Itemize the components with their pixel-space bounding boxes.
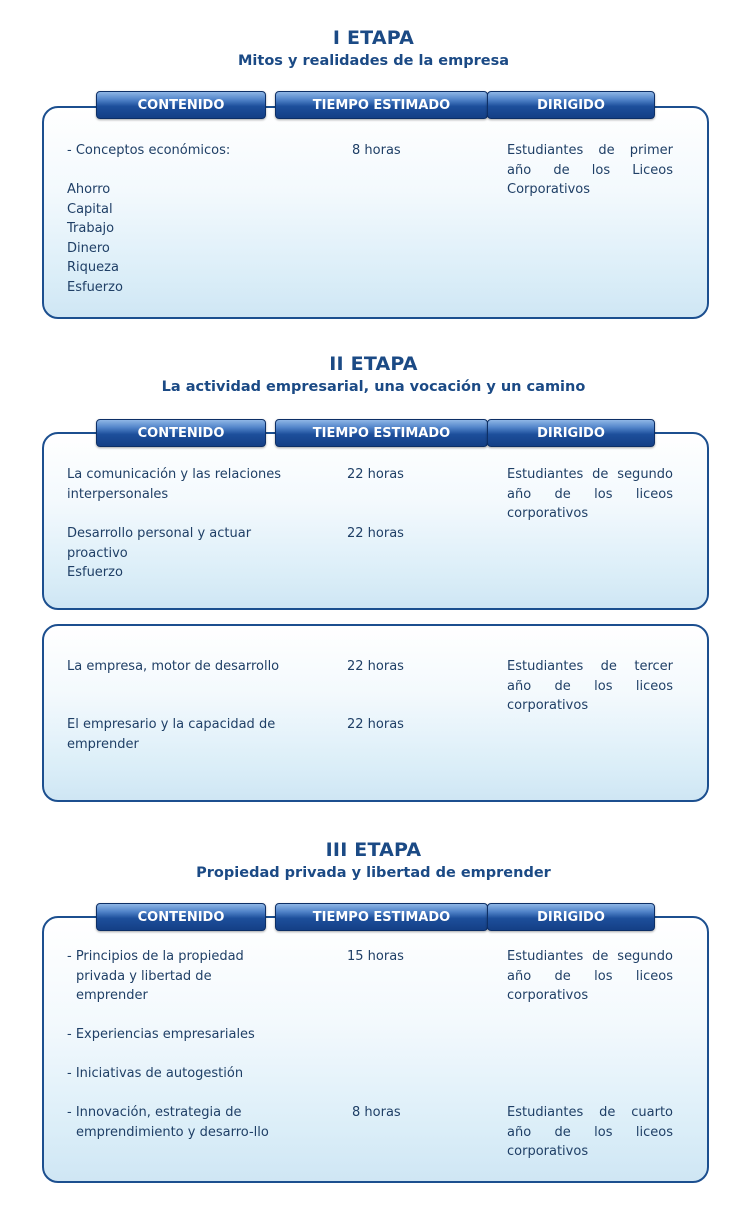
stage-2a-row2-content	[67, 524, 287, 583]
header-contenido: CONTENIDO	[96, 91, 266, 119]
stage-3-subtitle: Propiedad privada y libertad de emprender	[196, 865, 551, 881]
list-item: Trabajo	[67, 221, 115, 236]
stage-2-title: II ETAPA	[329, 353, 418, 375]
stage-2a-row1-time: 22 horas	[347, 467, 404, 482]
stage-3-panel	[42, 916, 709, 1183]
stage-2b-audience: Estudiantes de tercer año de los liceos corporativos	[507, 659, 673, 713]
header-tiempo-estimado: TIEMPO ESTIMADO	[275, 91, 488, 119]
stage-1-panel	[42, 106, 709, 319]
content-line: Esfuerzo	[67, 565, 123, 580]
list-item: Capital	[67, 201, 113, 217]
stage-2-panel-a	[42, 432, 709, 610]
list-item: Dinero	[67, 240, 110, 256]
stage-1-content-intro: - Conceptos económicos:	[67, 143, 231, 158]
header-tiempo-estimado: TIEMPO ESTIMADO	[275, 903, 488, 931]
list-item: Riqueza	[67, 260, 119, 275]
header-tiempo-estimado: TIEMPO ESTIMADO	[275, 419, 488, 447]
header-dirigido: DIRIGIDO	[487, 903, 655, 931]
stage-3-item-4-time: 8 horas	[352, 1105, 401, 1120]
stage-2b-row2-content: El empresario y la capacidad de emprender	[67, 717, 276, 752]
stage-2b-row1-content: La empresa, motor de desarrollo	[67, 659, 280, 674]
stage-2a-row1-content: La comunicación y las relaciones interpersonales	[67, 467, 282, 502]
stage-3-item-1-audience: Estudiantes de segundo año de los liceos corporativos	[507, 949, 673, 1003]
stage-3-item-2: - Experiencias empresariales	[67, 1027, 255, 1042]
header-dirigido: DIRIGIDO	[487, 91, 655, 119]
stage-2-panel-b	[42, 624, 709, 802]
content-line: Desarrollo personal y actuar proactivo	[67, 526, 252, 561]
stage-1-audience: Estudiantes de primer año de los Liceos Corporativos	[507, 143, 673, 197]
stage-3-title: III ETAPA	[325, 839, 422, 861]
stage-2b-row1-time: 22 horas	[347, 659, 404, 674]
list-item: Esfuerzo	[67, 279, 123, 295]
stage-3-item-1-time: 15 horas	[347, 949, 404, 964]
list-item: Ahorro	[67, 182, 111, 197]
stage-2b-row2-time: 22 horas	[347, 717, 404, 732]
header-dirigido: DIRIGIDO	[487, 419, 655, 447]
stage-1-title: I ETAPA	[332, 27, 415, 49]
stage-3-item-3: - Iniciativas de autogestión	[67, 1066, 244, 1081]
header-contenido: CONTENIDO	[96, 903, 266, 931]
stage-3-item-4-audience: Estudiantes de cuarto año de los liceos corporativos	[507, 1105, 673, 1159]
stage-3-item-1: - Principios de la propiedad privada y libertad de emprender	[67, 949, 244, 1003]
stage-1-content-list	[67, 180, 267, 297]
stage-3-item-4: - Innovación, estrategia de emprendimiento y desarro-llo	[67, 1105, 269, 1140]
stage-2a-row2-time: 22 horas	[347, 526, 404, 541]
header-contenido: CONTENIDO	[96, 419, 266, 447]
stage-2-subtitle: La actividad empresarial, una vocación y un camino	[161, 379, 586, 395]
stage-1-time: 8 horas	[352, 143, 401, 158]
stage-1-subtitle: Mitos y realidades de la empresa	[237, 53, 510, 69]
stage-2a-audience: Estudiantes de segundo año de los liceos corporativos	[507, 467, 673, 521]
